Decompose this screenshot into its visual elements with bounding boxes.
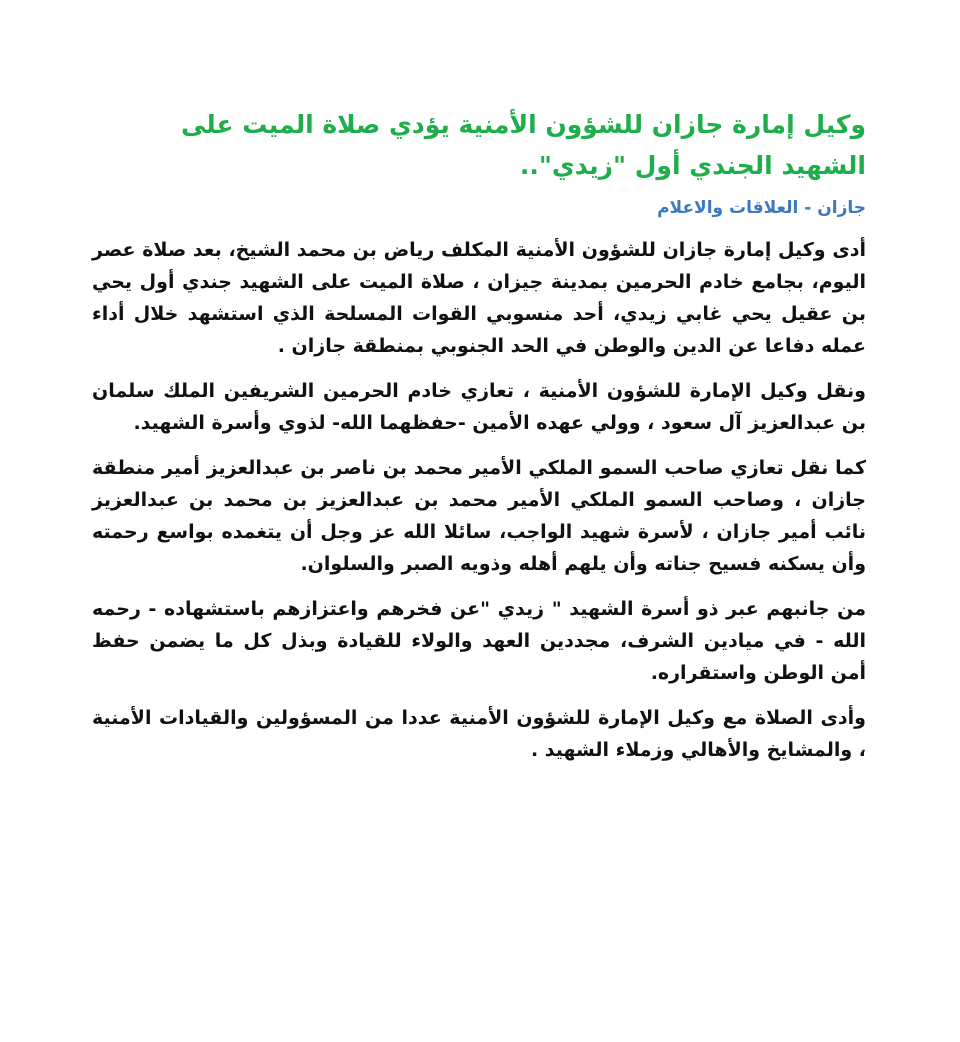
article-source: جازان - العلاقات والاعلام bbox=[657, 198, 866, 218]
article-paragraph: من جانبهم عبر ذو أسرة الشهيد " زيدي "عن فخرهم واعتزازهم باستشهاده - رحمه الله - في ميادين الشرف، مجددين العهد والولاء للقيادة وبذل كل ما يضمن حفظ أمن الوطن واستقراره. bbox=[92, 598, 866, 684]
article-paragraph: كما نقل تعازي صاحب السمو الملكي الأمير محمد بن ناصر بن عبدالعزيز أمير منطقة جازان ، وصاحب السمو الملكي الأمير محمد بن عبدالعزيز بن محمد بن عبدالعزيز نائب أمير جازان ، لأسرة شهيد الواجب، سائلا الله عز وجل أن يتغمده بواسع رحمته وأن يسكنه فسيح جناته وأن يلهم أهله وذويه الصبر والسلوان. bbox=[92, 457, 866, 575]
article-title: وكيل إمارة جازان للشؤون الأمنية يؤدي صلاة الميت على الشهيد الجندي أول "زيدي".. bbox=[181, 110, 866, 180]
article-paragraph: أدى وكيل إمارة جازان للشؤون الأمنية المكلف رياض بن محمد الشيخ، بعد صلاة عصر اليوم، بجامع خادم الحرمين بمدينة جيزان ، صلاة الميت على الشهيد جندي أول يحي بن عقيل يحي غابي زيدي، أحد منسوبي القوات المسلحة الذي استشهد خلال أداء عمله دفاعا عن الدين والوطن في الحد الجنوبي بمنطقة جازان . bbox=[92, 239, 866, 357]
news-article bbox=[92, 104, 866, 779]
article-paragraph: وأدى الصلاة مع وكيل الإمارة للشؤون الأمنية عددا من المسؤولين والقيادات الأمنية ، والمشايخ والأهالي وزملاء الشهيد . bbox=[92, 707, 866, 761]
article-paragraph: ونقل وكيل الإمارة للشؤون الأمنية ، تعازي خادم الحرمين الشريفين الملك سلمان بن عبدالعزيز آل سعود ، وولي عهده الأمين -حفظهما الله- لذوي وأسرة الشهيد. bbox=[92, 380, 866, 434]
